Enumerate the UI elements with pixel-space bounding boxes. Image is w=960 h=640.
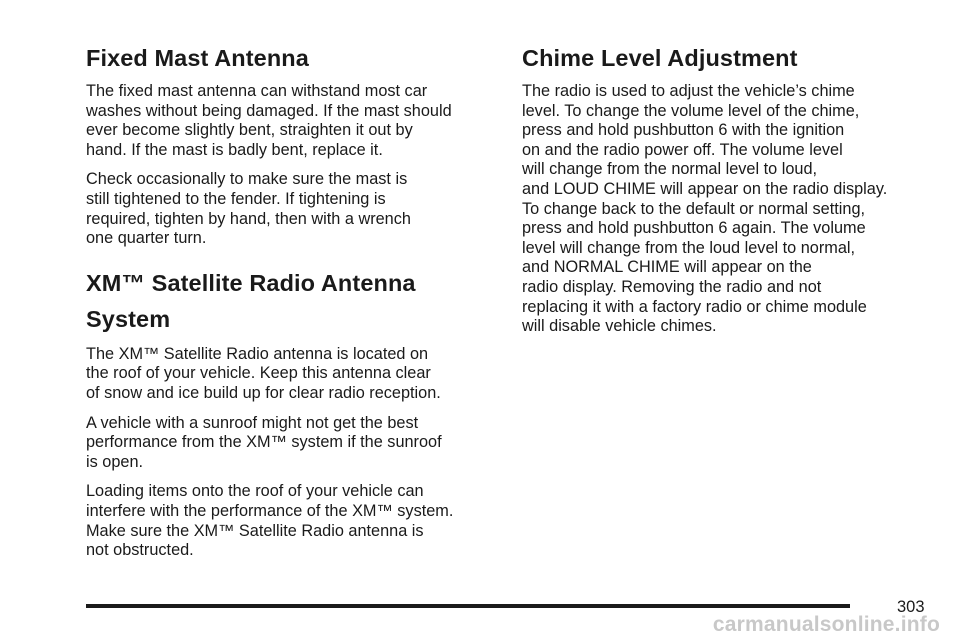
paragraph: The XM™ Satellite Radio antenna is located on the roof of your vehicle. Keep this antenna clear of snow and ice build up for clear radio reception. (86, 344, 441, 402)
section-heading-xm-satellite-radio-antenna (86, 265, 506, 337)
section-heading-fixed-mast-antenna: Fixed Mast Antenna (86, 45, 309, 71)
section-heading-chime-level-adjustment: Chime Level Adjustment (522, 45, 798, 71)
paragraph: Loading items onto the roof of your vehicle can interfere with the performance of the XM™ system. Make sure the XM™ Satellite Radio antenna is not obstructed. (86, 482, 454, 560)
paragraph: The fixed mast antenna can withstand most car washes without being damaged. If the mast should ever become slightly bent, straighten it out by hand. If the mast is badly bent, replace it. (86, 82, 452, 159)
paragraph: Check occasionally to make sure the mast is still tightened to the fender. If tightening is required, tighten by hand, then with a wrench one quarter turn. (86, 170, 411, 248)
left-column (86, 40, 506, 571)
paragraph: The radio is used to adjust the vehicle’s chime level. To change the volume level of the chime, press and hold pushbutton 6 with the ignition on and the radio power off. The volume level will change from the normal level to loud, and LOUD CHIME will appear on the radio display. To change back to the default or normal setting, press and hold pushbutton 6 again. The volume level will change from the loud level to normal, and NORMAL CHIME will appear on the radio display. Removing the radio and not replacing it with a factory radio or chime module will disable vehicle chimes. (522, 82, 888, 336)
heading-line-2: System (86, 305, 171, 332)
heading-line-1: XM™ Satellite Radio Antenna (86, 269, 416, 296)
watermark: carmanualsonline.info (712, 613, 940, 636)
footer-rule (86, 604, 850, 608)
right-column (522, 40, 942, 347)
page-number: 303 (897, 598, 925, 616)
paragraph: A vehicle with a sunroof might not get the best performance from the XM™ system if the sunroof is open. (86, 413, 442, 471)
